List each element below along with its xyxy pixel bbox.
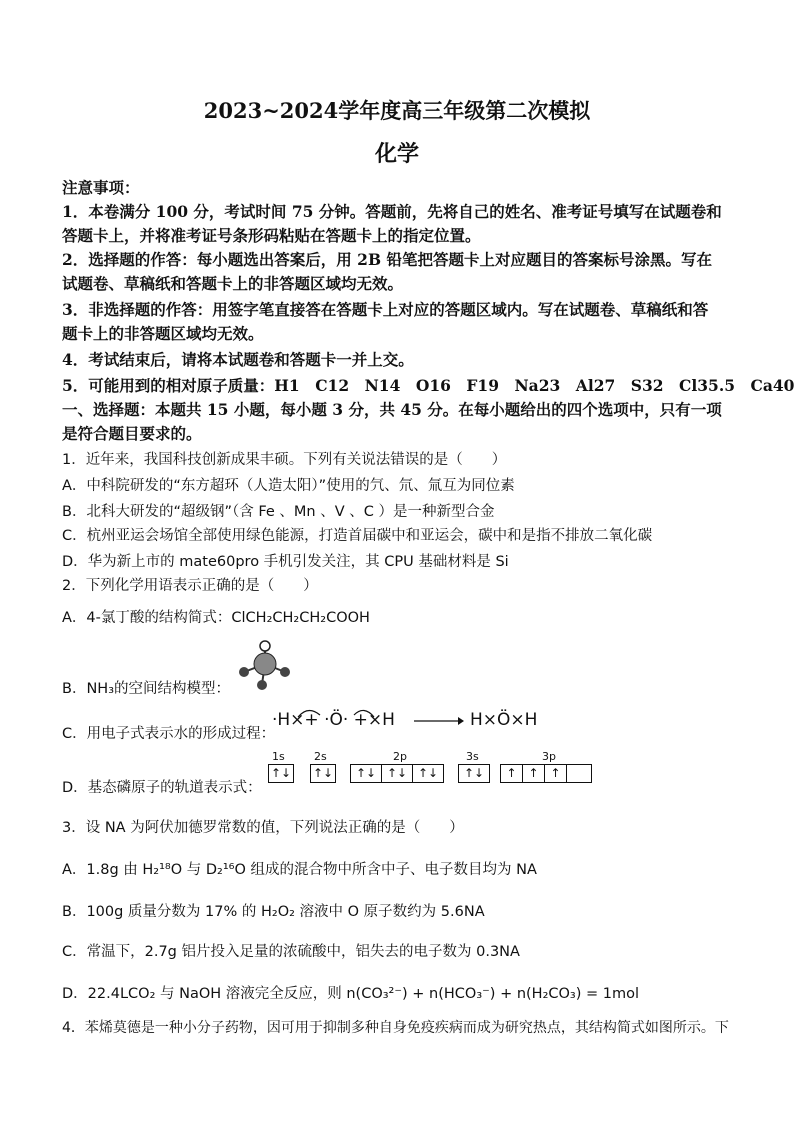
orbital-label: 3s bbox=[466, 750, 479, 763]
reaction-arrow-icon bbox=[414, 714, 464, 728]
subject-title: 化学 bbox=[374, 141, 419, 167]
notice-line: 1．本卷满分 100 分，考试时间 75 分钟。答题前，先将自己的姓名、准考证号填写在试题卷和 bbox=[62, 202, 722, 221]
orbital-label: 3p bbox=[542, 750, 556, 763]
electron-dot-formation-right: H×Ö×H bbox=[470, 710, 538, 730]
option-a: A．1.8g 由 H₂¹⁸O 与 D₂¹⁶O 组成的混合物中所含中子、电子数目均为 NA bbox=[62, 862, 537, 878]
orbital-label: 2s bbox=[314, 750, 327, 763]
orbital-label: 2p bbox=[393, 750, 407, 763]
option-a bbox=[62, 606, 744, 627]
option-d: D．22.4LCO₂ 与 NaOH 溶液完全反应，则 n(CO₃²⁻) + n(HCO₃⁻) + n(H₂CO₃) = 1mol bbox=[62, 986, 640, 1002]
section-heading: 是符合题目要求的。 bbox=[62, 424, 202, 443]
electron-transfer-arrows bbox=[292, 703, 382, 719]
option-b: B．北科大研发的“超级钢”（含 Fe 、Mn 、V 、C ）是一种新型合金 bbox=[62, 504, 495, 520]
option-d: D．基态磷原子的轨道表示式： bbox=[62, 780, 262, 796]
option-c: C．杭州亚运会场馆全部使用绿色能源，打造首届碳中和亚运会，碳中和是指不排放二氧化碳 bbox=[62, 528, 653, 544]
question-stem: 4．苯烯莫德是一种小分子药物，因可用于抑制多种自身免疫疾病而成为研究热点，其结构简式如图所示。下 bbox=[62, 1020, 729, 1036]
orbital-1s: ↑↓ bbox=[268, 764, 294, 783]
notice-line: 2．选择题的作答：每小题选出答案后，用 2B 铅笔把答题卡上对应题目的答案标号涂黑。写在 bbox=[62, 250, 712, 269]
option-d: D．华为新上市的 mate60pro 手机引发关注，其 CPU 基础材料是 Si bbox=[62, 554, 509, 570]
page-title: 2023~2024学年度高三年级第二次模拟 bbox=[203, 98, 591, 123]
notice-line: 5．可能用到的相对原子质量：H1 C12 N14 O16 F19 Na23 Al27 S32 Cl35.5 Ca40 bbox=[62, 376, 794, 395]
orbital-3p: ↑ ↑ ↑ bbox=[500, 764, 592, 783]
option-label: A．4-氯丁酸的结构简式： bbox=[62, 610, 232, 626]
option-c: C．用电子式表示水的形成过程： bbox=[62, 726, 276, 742]
option-a: A．中科院研发的“东方超环（人造太阳）”使用的氕、氘、氚互为同位素 bbox=[62, 478, 515, 494]
notice-line: 3．非选择题的作答：用签字笔直接答在答题卡上对应的答题区域内。写在试题卷、草稿纸和答 bbox=[62, 300, 709, 319]
notice-line: 试题卷、草稿纸和答题卡上的非答题区域均无效。 bbox=[62, 274, 404, 293]
notice-heading: 注意事项： bbox=[62, 178, 140, 197]
notice-line: 答题卡上，并将准考证号条形码粘贴在答题卡上的指定位置。 bbox=[62, 226, 481, 245]
question-stem: 1．近年来，我国科技创新成果丰硕。下列有关说法错误的是（ ） bbox=[62, 452, 507, 468]
option-b: B．100g 质量分数为 17% 的 H₂O₂ 溶液中 O 原子数约为 5.6NA bbox=[62, 904, 485, 920]
option-c: C．常温下，2.7g 铝片投入足量的浓硫酸中，铝失去的电子数为 0.3NA bbox=[62, 944, 520, 960]
notice-line: 4．考试结束后，请将本试题卷和答题卡一并上交。 bbox=[62, 350, 414, 369]
question-stem: 3．设 NA 为阿伏加德罗常数的值，下列说法正确的是（ ） bbox=[62, 820, 464, 836]
formula: ClCH₂CH₂CH₂COOH bbox=[231, 610, 370, 626]
orbital-3s: ↑↓ bbox=[458, 764, 490, 783]
electron-dot-formation-left: ·H×+ ·Ö· +×H bbox=[272, 710, 395, 730]
ammonia-ball-stick-model bbox=[232, 636, 298, 694]
orbital-2s: ↑↓ bbox=[310, 764, 336, 783]
option-b: B．NH₃的空间结构模型： bbox=[62, 681, 231, 697]
section-heading: 一、选择题：本题共 15 小题，每小题 3 分，共 45 分。在每小题给出的四个选项中，只有一项 bbox=[62, 400, 722, 419]
orbital-label: 1s bbox=[272, 750, 285, 763]
orbital-2p: ↑↓ ↑↓ ↑↓ bbox=[350, 764, 444, 783]
question-stem: 2．下列化学用语表示正确的是（ ） bbox=[62, 578, 318, 594]
notice-line: 题卡上的非答题区域均无效。 bbox=[62, 324, 264, 343]
